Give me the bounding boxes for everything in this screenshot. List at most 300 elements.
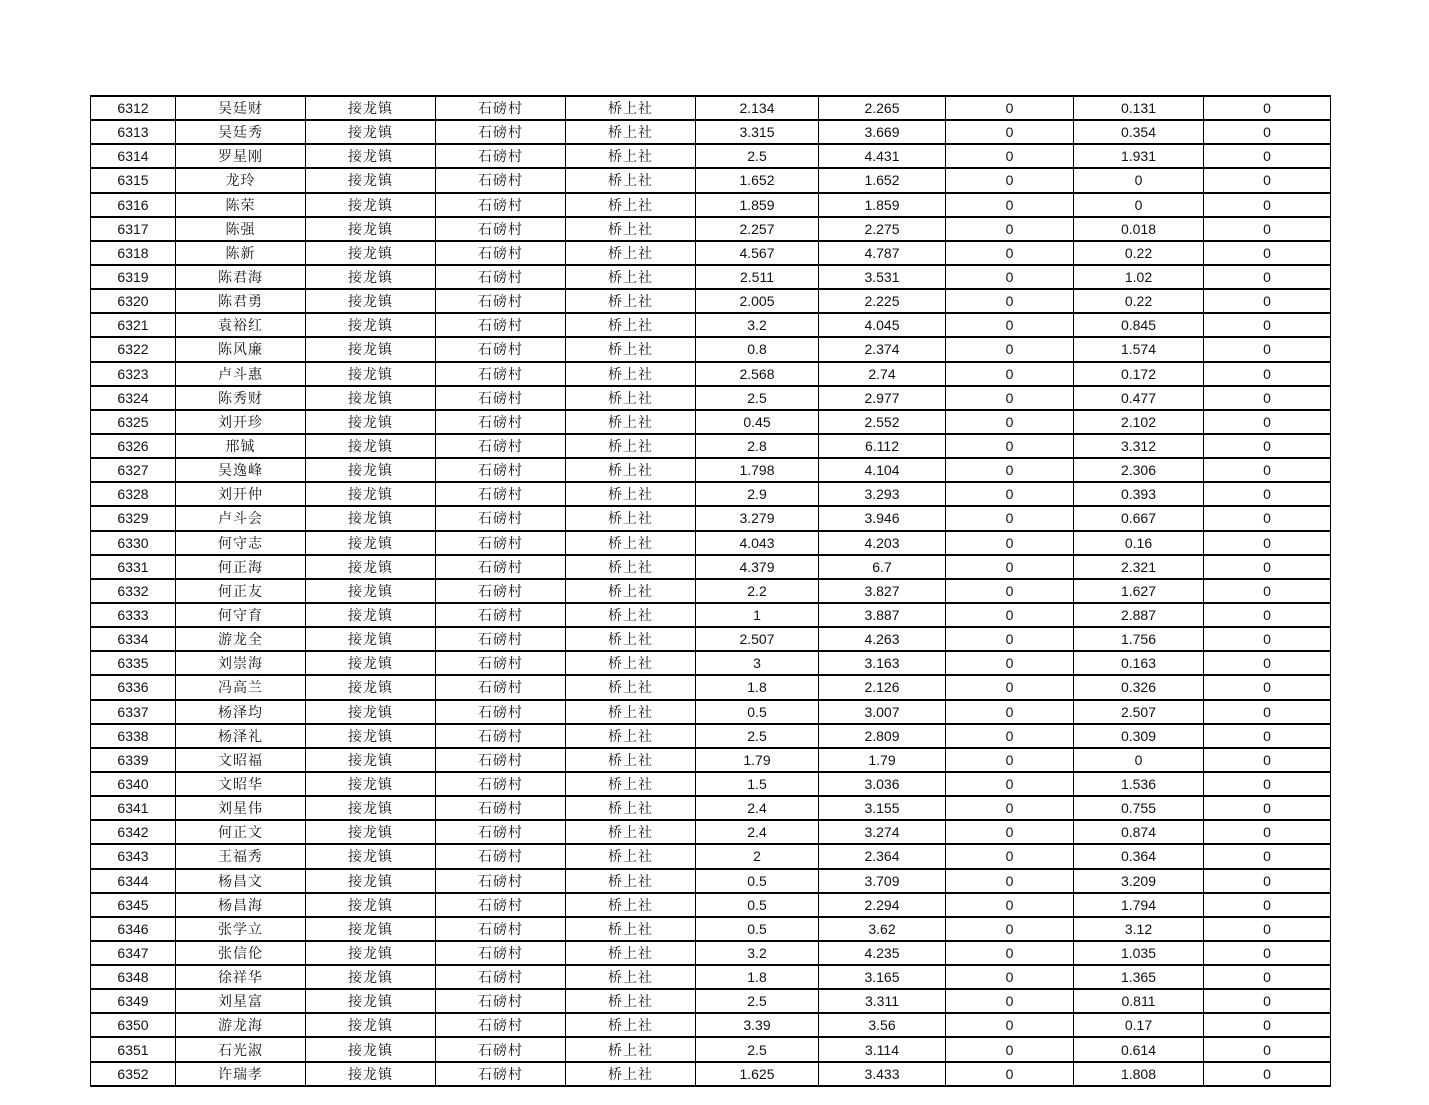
numeric-cell-3: 0 — [946, 193, 1074, 217]
town-cell: 接龙镇 — [306, 869, 436, 893]
numeric-cell-3: 0 — [946, 458, 1074, 482]
hamlet-cell: 桥上社 — [566, 482, 696, 506]
numeric-cell-5: 0 — [1204, 555, 1331, 579]
hamlet-cell: 桥上社 — [566, 362, 696, 386]
table-row — [91, 893, 1331, 917]
town-cell: 接龙镇 — [306, 531, 436, 555]
numeric-cell-2: 6.7 — [819, 555, 946, 579]
person-name-cell: 何守志 — [176, 531, 306, 555]
numeric-cell-4: 1.808 — [1074, 1062, 1204, 1086]
numeric-cell-1: 2.511 — [696, 265, 819, 289]
numeric-cell-4: 0 — [1074, 748, 1204, 772]
row-id-cell: 6319 — [91, 265, 176, 289]
row-id-cell: 6312 — [91, 96, 176, 120]
hamlet-cell: 桥上社 — [566, 675, 696, 699]
numeric-cell-4: 0.811 — [1074, 989, 1204, 1013]
numeric-cell-2: 3.007 — [819, 700, 946, 724]
row-id-cell: 6343 — [91, 844, 176, 868]
village-cell: 石磅村 — [436, 96, 566, 120]
table-row — [91, 193, 1331, 217]
village-cell: 石磅村 — [436, 1062, 566, 1086]
numeric-cell-3: 0 — [946, 241, 1074, 265]
village-cell: 石磅村 — [436, 289, 566, 313]
numeric-cell-2: 3.433 — [819, 1062, 946, 1086]
table-row — [91, 603, 1331, 627]
person-name-cell: 杨泽均 — [176, 700, 306, 724]
person-name-cell: 袁裕红 — [176, 313, 306, 337]
numeric-cell-3: 0 — [946, 337, 1074, 361]
hamlet-cell: 桥上社 — [566, 917, 696, 941]
numeric-cell-5: 0 — [1204, 506, 1331, 530]
numeric-cell-4: 0.163 — [1074, 651, 1204, 675]
table-row — [91, 772, 1331, 796]
numeric-cell-5: 0 — [1204, 700, 1331, 724]
numeric-cell-5: 0 — [1204, 482, 1331, 506]
row-id-cell: 6341 — [91, 796, 176, 820]
numeric-cell-1: 2.8 — [696, 434, 819, 458]
row-id-cell: 6315 — [91, 168, 176, 192]
person-name-cell: 龙玲 — [176, 168, 306, 192]
numeric-cell-1: 1.625 — [696, 1062, 819, 1086]
village-cell: 石磅村 — [436, 337, 566, 361]
numeric-cell-3: 0 — [946, 651, 1074, 675]
numeric-cell-3: 0 — [946, 772, 1074, 796]
town-cell: 接龙镇 — [306, 434, 436, 458]
town-cell: 接龙镇 — [306, 362, 436, 386]
numeric-cell-3: 0 — [946, 700, 1074, 724]
person-name-cell: 陈风廉 — [176, 337, 306, 361]
town-cell: 接龙镇 — [306, 555, 436, 579]
village-cell: 石磅村 — [436, 168, 566, 192]
row-id-cell: 6317 — [91, 217, 176, 241]
numeric-cell-4: 0.364 — [1074, 844, 1204, 868]
numeric-cell-1: 0.5 — [696, 893, 819, 917]
row-id-cell: 6323 — [91, 362, 176, 386]
person-name-cell: 刘开仲 — [176, 482, 306, 506]
numeric-cell-4: 0 — [1074, 193, 1204, 217]
town-cell: 接龙镇 — [306, 410, 436, 434]
numeric-cell-3: 0 — [946, 144, 1074, 168]
hamlet-cell: 桥上社 — [566, 168, 696, 192]
hamlet-cell: 桥上社 — [566, 289, 696, 313]
village-cell: 石磅村 — [436, 724, 566, 748]
numeric-cell-5: 0 — [1204, 844, 1331, 868]
numeric-cell-1: 3.315 — [696, 120, 819, 144]
numeric-cell-5: 0 — [1204, 144, 1331, 168]
village-cell: 石磅村 — [436, 386, 566, 410]
numeric-cell-3: 0 — [946, 893, 1074, 917]
town-cell: 接龙镇 — [306, 1062, 436, 1086]
town-cell: 接龙镇 — [306, 844, 436, 868]
person-name-cell: 何正文 — [176, 820, 306, 844]
row-id-cell: 6325 — [91, 410, 176, 434]
village-cell: 石磅村 — [436, 241, 566, 265]
person-name-cell: 杨昌海 — [176, 893, 306, 917]
person-name-cell: 陈荣 — [176, 193, 306, 217]
town-cell: 接龙镇 — [306, 386, 436, 410]
town-cell: 接龙镇 — [306, 506, 436, 530]
data-table — [90, 95, 1331, 1087]
numeric-cell-5: 0 — [1204, 893, 1331, 917]
numeric-cell-2: 3.709 — [819, 869, 946, 893]
numeric-cell-1: 2.5 — [696, 1037, 819, 1061]
row-id-cell: 6316 — [91, 193, 176, 217]
numeric-cell-2: 2.374 — [819, 337, 946, 361]
hamlet-cell: 桥上社 — [566, 820, 696, 844]
numeric-cell-5: 0 — [1204, 917, 1331, 941]
table-row — [91, 434, 1331, 458]
numeric-cell-4: 1.756 — [1074, 627, 1204, 651]
row-id-cell: 6350 — [91, 1013, 176, 1037]
person-name-cell: 何正友 — [176, 579, 306, 603]
numeric-cell-3: 0 — [946, 96, 1074, 120]
numeric-cell-2: 1.79 — [819, 748, 946, 772]
numeric-cell-5: 0 — [1204, 168, 1331, 192]
numeric-cell-4: 0.755 — [1074, 796, 1204, 820]
hamlet-cell: 桥上社 — [566, 241, 696, 265]
numeric-cell-3: 0 — [946, 1062, 1074, 1086]
numeric-cell-2: 3.155 — [819, 796, 946, 820]
numeric-cell-1: 2.4 — [696, 796, 819, 820]
hamlet-cell: 桥上社 — [566, 144, 696, 168]
numeric-cell-1: 3.2 — [696, 941, 819, 965]
hamlet-cell: 桥上社 — [566, 96, 696, 120]
numeric-cell-4: 0 — [1074, 168, 1204, 192]
numeric-cell-3: 0 — [946, 989, 1074, 1013]
row-id-cell: 6346 — [91, 917, 176, 941]
row-id-cell: 6349 — [91, 989, 176, 1013]
numeric-cell-2: 2.809 — [819, 724, 946, 748]
numeric-cell-3: 0 — [946, 844, 1074, 868]
village-cell: 石磅村 — [436, 989, 566, 1013]
numeric-cell-4: 2.507 — [1074, 700, 1204, 724]
table-row — [91, 1062, 1331, 1086]
person-name-cell: 王福秀 — [176, 844, 306, 868]
numeric-cell-5: 0 — [1204, 434, 1331, 458]
numeric-cell-3: 0 — [946, 289, 1074, 313]
numeric-cell-4: 0.477 — [1074, 386, 1204, 410]
numeric-cell-1: 2.5 — [696, 144, 819, 168]
table-row — [91, 796, 1331, 820]
numeric-cell-5: 0 — [1204, 820, 1331, 844]
numeric-cell-2: 4.431 — [819, 144, 946, 168]
numeric-cell-1: 1 — [696, 603, 819, 627]
numeric-cell-5: 0 — [1204, 217, 1331, 241]
person-name-cell: 何守育 — [176, 603, 306, 627]
numeric-cell-2: 4.203 — [819, 531, 946, 555]
village-cell: 石磅村 — [436, 627, 566, 651]
hamlet-cell: 桥上社 — [566, 627, 696, 651]
numeric-cell-5: 0 — [1204, 651, 1331, 675]
numeric-cell-3: 0 — [946, 1013, 1074, 1037]
row-id-cell: 6326 — [91, 434, 176, 458]
hamlet-cell: 桥上社 — [566, 844, 696, 868]
numeric-cell-5: 0 — [1204, 796, 1331, 820]
table-row — [91, 1013, 1331, 1037]
numeric-cell-5: 0 — [1204, 193, 1331, 217]
row-id-cell: 6320 — [91, 289, 176, 313]
village-cell: 石磅村 — [436, 144, 566, 168]
numeric-cell-2: 2.275 — [819, 217, 946, 241]
town-cell: 接龙镇 — [306, 1037, 436, 1061]
numeric-cell-1: 2.5 — [696, 989, 819, 1013]
town-cell: 接龙镇 — [306, 603, 436, 627]
village-cell: 石磅村 — [436, 506, 566, 530]
row-id-cell: 6342 — [91, 820, 176, 844]
numeric-cell-1: 2.568 — [696, 362, 819, 386]
numeric-cell-1: 1.652 — [696, 168, 819, 192]
table-row — [91, 579, 1331, 603]
person-name-cell: 张信伦 — [176, 941, 306, 965]
hamlet-cell: 桥上社 — [566, 337, 696, 361]
row-id-cell: 6313 — [91, 120, 176, 144]
hamlet-cell: 桥上社 — [566, 965, 696, 989]
town-cell: 接龙镇 — [306, 193, 436, 217]
numeric-cell-4: 3.12 — [1074, 917, 1204, 941]
numeric-cell-2: 4.787 — [819, 241, 946, 265]
numeric-cell-4: 0.309 — [1074, 724, 1204, 748]
numeric-cell-4: 2.321 — [1074, 555, 1204, 579]
row-id-cell: 6334 — [91, 627, 176, 651]
hamlet-cell: 桥上社 — [566, 772, 696, 796]
town-cell: 接龙镇 — [306, 675, 436, 699]
person-name-cell: 文昭福 — [176, 748, 306, 772]
table-row — [91, 96, 1331, 120]
person-name-cell: 卢斗惠 — [176, 362, 306, 386]
town-cell: 接龙镇 — [306, 989, 436, 1013]
table-row — [91, 458, 1331, 482]
row-id-cell: 6331 — [91, 555, 176, 579]
person-name-cell: 吴逸峰 — [176, 458, 306, 482]
numeric-cell-5: 0 — [1204, 772, 1331, 796]
village-cell: 石磅村 — [436, 603, 566, 627]
row-id-cell: 6332 — [91, 579, 176, 603]
numeric-cell-5: 0 — [1204, 675, 1331, 699]
row-id-cell: 6347 — [91, 941, 176, 965]
table-row — [91, 675, 1331, 699]
numeric-cell-1: 4.379 — [696, 555, 819, 579]
numeric-cell-5: 0 — [1204, 458, 1331, 482]
person-name-cell: 吴廷秀 — [176, 120, 306, 144]
table-row — [91, 144, 1331, 168]
numeric-cell-1: 2 — [696, 844, 819, 868]
numeric-cell-2: 4.045 — [819, 313, 946, 337]
table-row — [91, 820, 1331, 844]
numeric-cell-4: 0.22 — [1074, 289, 1204, 313]
numeric-cell-1: 2.4 — [696, 820, 819, 844]
town-cell: 接龙镇 — [306, 144, 436, 168]
hamlet-cell: 桥上社 — [566, 893, 696, 917]
numeric-cell-1: 3.39 — [696, 1013, 819, 1037]
hamlet-cell: 桥上社 — [566, 1037, 696, 1061]
numeric-cell-2: 2.977 — [819, 386, 946, 410]
person-name-cell: 陈新 — [176, 241, 306, 265]
numeric-cell-4: 0.018 — [1074, 217, 1204, 241]
numeric-cell-3: 0 — [946, 796, 1074, 820]
person-name-cell: 刘星伟 — [176, 796, 306, 820]
numeric-cell-4: 1.365 — [1074, 965, 1204, 989]
numeric-cell-1: 4.043 — [696, 531, 819, 555]
town-cell: 接龙镇 — [306, 917, 436, 941]
hamlet-cell: 桥上社 — [566, 265, 696, 289]
town-cell: 接龙镇 — [306, 941, 436, 965]
numeric-cell-2: 3.56 — [819, 1013, 946, 1037]
village-cell: 石磅村 — [436, 869, 566, 893]
village-cell: 石磅村 — [436, 796, 566, 820]
town-cell: 接龙镇 — [306, 1013, 436, 1037]
numeric-cell-4: 0.874 — [1074, 820, 1204, 844]
numeric-cell-4: 0.22 — [1074, 241, 1204, 265]
town-cell: 接龙镇 — [306, 579, 436, 603]
numeric-cell-1: 2.2 — [696, 579, 819, 603]
table-row — [91, 265, 1331, 289]
numeric-cell-5: 0 — [1204, 531, 1331, 555]
numeric-cell-2: 2.74 — [819, 362, 946, 386]
numeric-cell-2: 3.274 — [819, 820, 946, 844]
person-name-cell: 石光淑 — [176, 1037, 306, 1061]
village-cell: 石磅村 — [436, 1037, 566, 1061]
table-row — [91, 362, 1331, 386]
town-cell: 接龙镇 — [306, 241, 436, 265]
person-name-cell: 冯高兰 — [176, 675, 306, 699]
table-row — [91, 989, 1331, 1013]
numeric-cell-3: 0 — [946, 265, 1074, 289]
hamlet-cell: 桥上社 — [566, 313, 696, 337]
table-row — [91, 168, 1331, 192]
numeric-cell-1: 1.798 — [696, 458, 819, 482]
numeric-cell-5: 0 — [1204, 1062, 1331, 1086]
hamlet-cell: 桥上社 — [566, 796, 696, 820]
row-id-cell: 6336 — [91, 675, 176, 699]
numeric-cell-1: 0.45 — [696, 410, 819, 434]
hamlet-cell: 桥上社 — [566, 458, 696, 482]
numeric-cell-2: 4.263 — [819, 627, 946, 651]
numeric-cell-4: 0.172 — [1074, 362, 1204, 386]
numeric-cell-3: 0 — [946, 941, 1074, 965]
person-name-cell: 邢铖 — [176, 434, 306, 458]
numeric-cell-1: 2.9 — [696, 482, 819, 506]
person-name-cell: 刘开珍 — [176, 410, 306, 434]
hamlet-cell: 桥上社 — [566, 555, 696, 579]
person-name-cell: 杨泽礼 — [176, 724, 306, 748]
numeric-cell-2: 6.112 — [819, 434, 946, 458]
numeric-cell-4: 0.354 — [1074, 120, 1204, 144]
numeric-cell-1: 1.8 — [696, 675, 819, 699]
numeric-cell-5: 0 — [1204, 313, 1331, 337]
person-name-cell: 卢斗会 — [176, 506, 306, 530]
row-id-cell: 6322 — [91, 337, 176, 361]
village-cell: 石磅村 — [436, 482, 566, 506]
numeric-cell-5: 0 — [1204, 724, 1331, 748]
numeric-cell-3: 0 — [946, 313, 1074, 337]
numeric-cell-2: 3.036 — [819, 772, 946, 796]
table-row — [91, 217, 1331, 241]
numeric-cell-2: 3.827 — [819, 579, 946, 603]
table-row — [91, 531, 1331, 555]
person-name-cell: 陈秀财 — [176, 386, 306, 410]
village-cell: 石磅村 — [436, 893, 566, 917]
person-name-cell: 陈君勇 — [176, 289, 306, 313]
numeric-cell-4: 1.02 — [1074, 265, 1204, 289]
numeric-cell-4: 0.16 — [1074, 531, 1204, 555]
town-cell: 接龙镇 — [306, 627, 436, 651]
numeric-cell-4: 0.667 — [1074, 506, 1204, 530]
town-cell: 接龙镇 — [306, 337, 436, 361]
hamlet-cell: 桥上社 — [566, 434, 696, 458]
hamlet-cell: 桥上社 — [566, 506, 696, 530]
row-id-cell: 6352 — [91, 1062, 176, 1086]
row-id-cell: 6318 — [91, 241, 176, 265]
row-id-cell: 6328 — [91, 482, 176, 506]
table-row — [91, 482, 1331, 506]
table-row — [91, 386, 1331, 410]
town-cell: 接龙镇 — [306, 265, 436, 289]
numeric-cell-2: 3.531 — [819, 265, 946, 289]
numeric-cell-3: 0 — [946, 579, 1074, 603]
numeric-cell-4: 1.794 — [1074, 893, 1204, 917]
numeric-cell-1: 4.567 — [696, 241, 819, 265]
hamlet-cell: 桥上社 — [566, 410, 696, 434]
person-name-cell: 陈强 — [176, 217, 306, 241]
row-id-cell: 6324 — [91, 386, 176, 410]
numeric-cell-1: 2.257 — [696, 217, 819, 241]
row-id-cell: 6329 — [91, 506, 176, 530]
numeric-cell-1: 0.5 — [696, 917, 819, 941]
numeric-cell-1: 0.8 — [696, 337, 819, 361]
hamlet-cell: 桥上社 — [566, 1013, 696, 1037]
numeric-cell-3: 0 — [946, 820, 1074, 844]
town-cell: 接龙镇 — [306, 120, 436, 144]
village-cell: 石磅村 — [436, 410, 566, 434]
numeric-cell-4: 2.306 — [1074, 458, 1204, 482]
village-cell: 石磅村 — [436, 458, 566, 482]
table-row — [91, 506, 1331, 530]
hamlet-cell: 桥上社 — [566, 748, 696, 772]
village-cell: 石磅村 — [436, 651, 566, 675]
person-name-cell: 罗星刚 — [176, 144, 306, 168]
numeric-cell-2: 2.265 — [819, 96, 946, 120]
village-cell: 石磅村 — [436, 579, 566, 603]
numeric-cell-3: 0 — [946, 482, 1074, 506]
numeric-cell-2: 3.311 — [819, 989, 946, 1013]
village-cell: 石磅村 — [436, 313, 566, 337]
numeric-cell-2: 3.165 — [819, 965, 946, 989]
town-cell: 接龙镇 — [306, 96, 436, 120]
numeric-cell-3: 0 — [946, 506, 1074, 530]
person-name-cell: 杨昌文 — [176, 869, 306, 893]
numeric-cell-5: 0 — [1204, 965, 1331, 989]
person-name-cell: 游龙海 — [176, 1013, 306, 1037]
numeric-cell-5: 0 — [1204, 1037, 1331, 1061]
row-id-cell: 6321 — [91, 313, 176, 337]
numeric-cell-5: 0 — [1204, 989, 1331, 1013]
numeric-cell-4: 1.035 — [1074, 941, 1204, 965]
row-id-cell: 6337 — [91, 700, 176, 724]
numeric-cell-1: 3.2 — [696, 313, 819, 337]
hamlet-cell: 桥上社 — [566, 724, 696, 748]
village-cell: 石磅村 — [436, 700, 566, 724]
numeric-cell-2: 1.652 — [819, 168, 946, 192]
numeric-cell-1: 2.005 — [696, 289, 819, 313]
numeric-cell-4: 0.326 — [1074, 675, 1204, 699]
person-name-cell: 徐祥华 — [176, 965, 306, 989]
numeric-cell-2: 2.294 — [819, 893, 946, 917]
numeric-cell-4: 2.102 — [1074, 410, 1204, 434]
town-cell: 接龙镇 — [306, 796, 436, 820]
hamlet-cell: 桥上社 — [566, 1062, 696, 1086]
person-name-cell: 文昭华 — [176, 772, 306, 796]
numeric-cell-3: 0 — [946, 555, 1074, 579]
